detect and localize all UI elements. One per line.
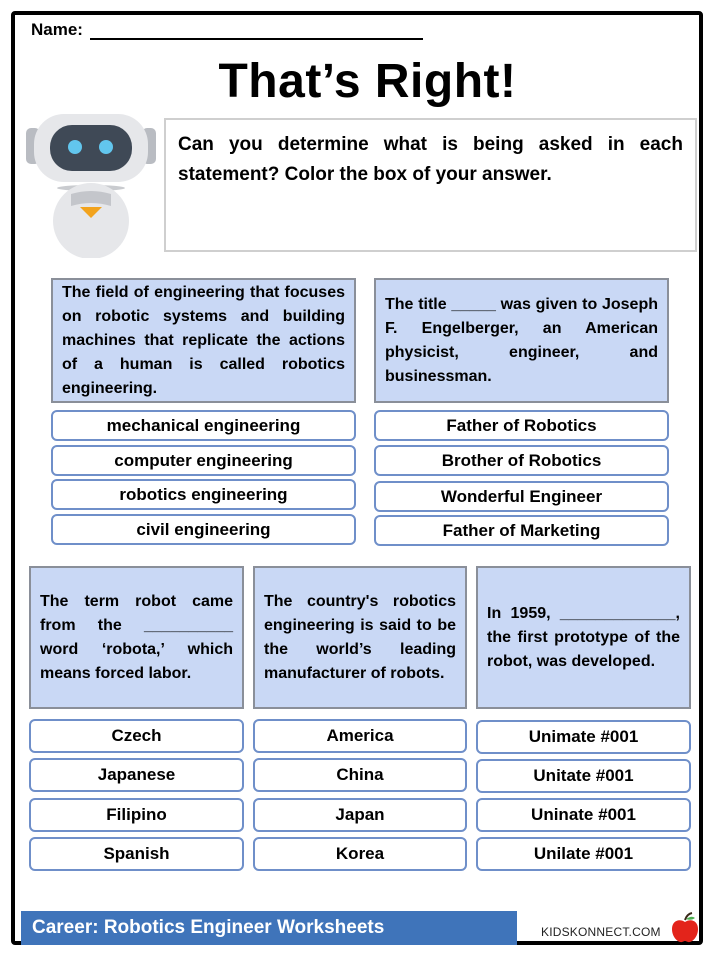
footer-title: Career: Robotics Engineer Worksheets <box>32 917 385 938</box>
answer-option-1-3[interactable]: robotics engineering <box>51 479 356 510</box>
answer-option-2-2[interactable]: Brother of Robotics <box>374 445 669 476</box>
footer-bar <box>21 911 517 945</box>
brand-text: KIDSKONNECT.COM <box>541 925 661 939</box>
question-4: The country's robotics engineering is said to be the world’s leading manufacturer of robots. <box>253 566 467 709</box>
answer-option-2-3[interactable]: Wonderful Engineer <box>374 481 669 512</box>
name-label: Name: <box>31 20 83 39</box>
robot-icon <box>26 108 156 258</box>
apple-icon <box>670 912 700 944</box>
answer-option-3-3[interactable]: Filipino <box>29 798 244 832</box>
answer-option-3-1[interactable]: Czech <box>29 719 244 753</box>
answer-option-1-4[interactable]: civil engineering <box>51 514 356 545</box>
answer-option-5-4[interactable]: Unilate #001 <box>476 837 691 871</box>
answer-option-5-3[interactable]: Uninate #001 <box>476 798 691 832</box>
answer-option-1-1[interactable]: mechanical engineering <box>51 410 356 441</box>
answer-option-5-1[interactable]: Unimate #001 <box>476 720 691 754</box>
name-row <box>31 20 423 40</box>
answer-option-1-2[interactable]: computer engineering <box>51 445 356 476</box>
answer-option-4-2[interactable]: China <box>253 758 467 792</box>
answer-option-4-4[interactable]: Korea <box>253 837 467 871</box>
page-title: That’s Right! <box>218 55 517 108</box>
answer-option-4-1[interactable]: America <box>253 719 467 753</box>
answer-option-5-2[interactable]: Unitate #001 <box>476 759 691 793</box>
answer-option-2-4[interactable]: Father of Marketing <box>374 515 669 546</box>
question-2: The title _____ was given to Joseph F. Engelberger, an American physicist, engineer, and businessman. <box>374 278 669 403</box>
answer-option-3-2[interactable]: Japanese <box>29 758 244 792</box>
instructions-box: Can you determine what is being asked in each statement? Color the box of your answer. <box>164 118 697 252</box>
question-3: The term robot came from the __________ word ‘robota,’ which means forced labor. <box>29 566 244 709</box>
question-5: In 1959, _____________, the first prototype of the robot, was developed. <box>476 566 691 709</box>
answer-option-3-4[interactable]: Spanish <box>29 837 244 871</box>
name-field[interactable] <box>90 20 423 40</box>
answer-option-4-3[interactable]: Japan <box>253 798 467 832</box>
question-1: The field of engineering that focuses on robotic systems and building machines that replicate the actions of a human is called robotics engineering. <box>51 278 356 403</box>
answer-option-2-1[interactable]: Father of Robotics <box>374 410 669 441</box>
